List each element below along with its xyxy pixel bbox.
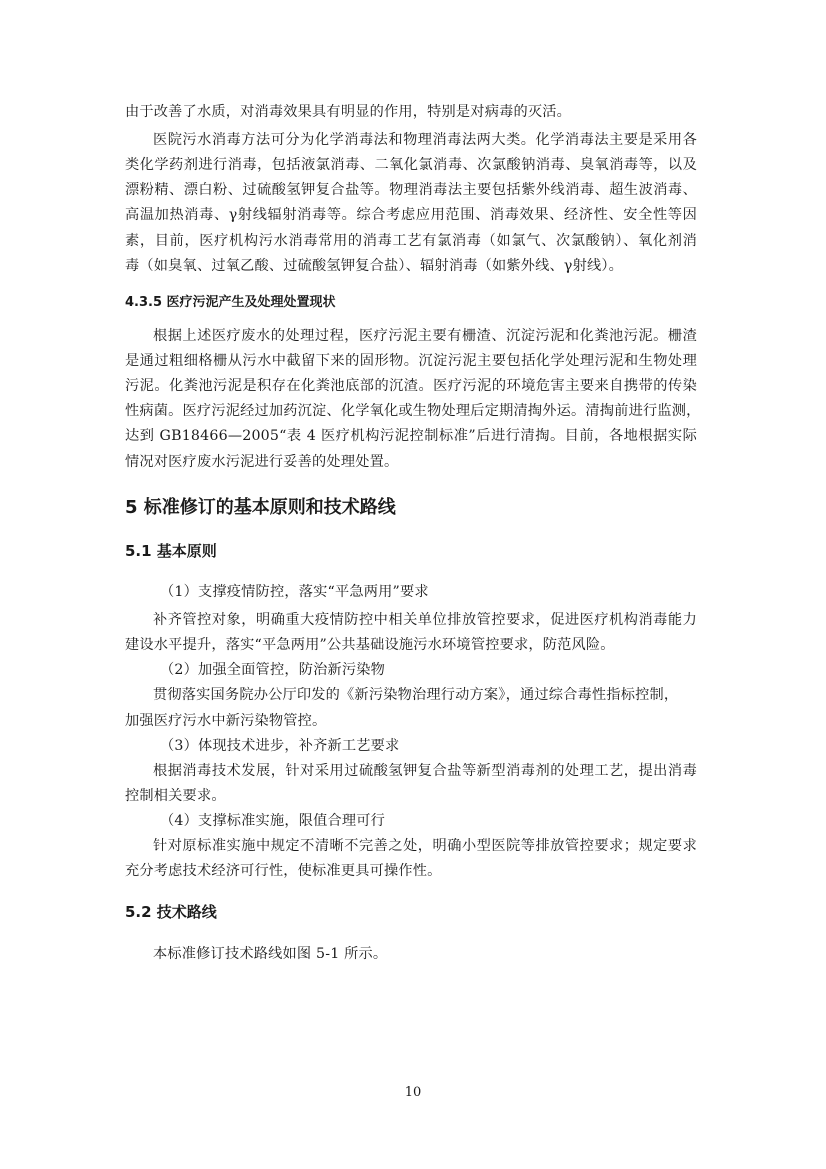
page-number: 10 xyxy=(404,1085,422,1100)
chapter-heading-5: 5 标准修订的基本原则和技术路线 xyxy=(125,497,396,518)
text-line: 充分考虑技术经济可行性，使标准更具可操作性。 xyxy=(125,863,442,879)
section-heading-5-1: 5.1 基本原则 xyxy=(125,542,217,560)
text-line: 根据上述医疗废水的处理过程，医疗污泥主要有栅渣、沉淀污泥和化粪池污泥。栅渣 xyxy=(153,328,697,344)
text-line: 毒（如臭氧、过氧乙酸、过硫酸氢钾复合盐）、辐射消毒（如紫外线、γ射线）。 xyxy=(125,258,624,274)
text-line: 漂粉精、漂白粉、过硫酸氢钾复合盐等。物理消毒法主要包括紫外线消毒、超生波消毒、 xyxy=(125,182,697,198)
principle-title: （3）体现技术进步，补齐新工艺要求 xyxy=(160,738,400,754)
text-line: 贯彻落实国务院办公厅印发的《新污染物治理行动方案》，通过综合毒性指标控制， xyxy=(153,687,679,703)
section-heading-4-3-5: 4.3.5 医疗污泥产生及处理处置现状 xyxy=(125,295,336,310)
text-line: 由于改善了水质，对消毒效果具有明显的作用，特别是对病毒的灭活。 xyxy=(125,104,572,120)
principle-title: （1）支撑疫情防控，落实“平急两用”要求 xyxy=(160,584,429,600)
principle-title: （2）加强全面管控，防治新污染物 xyxy=(160,662,386,678)
principle-title: （4）支撑标准实施，限值合理可行 xyxy=(160,813,386,829)
text-line: 加强医疗污水中新污染物管控。 xyxy=(125,713,327,729)
text-line: 本标准修订技术路线如图 5-1 所示。 xyxy=(153,946,388,962)
text-line: 污泥。化粪池污泥是积存在化粪池底部的沉渣。医疗污泥的环境危害主要来自携带的传染 xyxy=(125,378,697,394)
text-line: 素，目前，医疗机构污水消毒常用的消毒工艺有氯消毒（如氯气、次氯酸钠）、氧化剂消 xyxy=(125,233,697,249)
text-line: 控制相关要求。 xyxy=(125,788,226,804)
text-line: 达到 GB18466—2005“表 4 医疗机构污泥控制标准”后进行清掏。目前，各地根据实际 xyxy=(125,428,697,444)
section-heading-5-2: 5.2 技术路线 xyxy=(125,903,217,921)
text-line: 针对原标准实施中规定不清晰不完善之处，明确小型医院等排放管控要求；规定要求 xyxy=(153,838,697,854)
text-line: 建设水平提升，落实“平急两用”公共基础设施污水环境管控要求，防范风险。 xyxy=(125,637,615,653)
text-line: 高温加热消毒、γ射线辐射消毒等。综合考虑应用范围、消毒效果、经济性、安全性等因 xyxy=(125,207,697,223)
text-line: 补齐管控对象，明确重大疫情防控中相关单位排放管控要求，促进医疗机构消毒能力 xyxy=(153,612,697,628)
text-line: 类化学药剂进行消毒，包括液氯消毒、二氧化氯消毒、次氯酸钠消毒、臭氧消毒等，以及 xyxy=(125,157,697,173)
text-line: 医院污水消毒方法可分为化学消毒法和物理消毒法两大类。化学消毒法主要是采用各 xyxy=(153,132,697,148)
text-line: 是通过粗细格栅从污水中截留下来的固形物。沉淀污泥主要包括化学处理污泥和生物处理 xyxy=(125,353,697,369)
text-line: 情况对医疗废水污泥进行妥善的处理处置。 xyxy=(125,454,399,470)
text-line: 性病菌。医疗污泥经过加药沉淀、化学氧化或生物处理后定期清掏外运。清掏前进行监测， xyxy=(125,403,701,419)
text-line: 根据消毒技术发展，针对采用过硫酸氢钾复合盐等新型消毒剂的处理工艺，提出消毒 xyxy=(153,763,697,779)
